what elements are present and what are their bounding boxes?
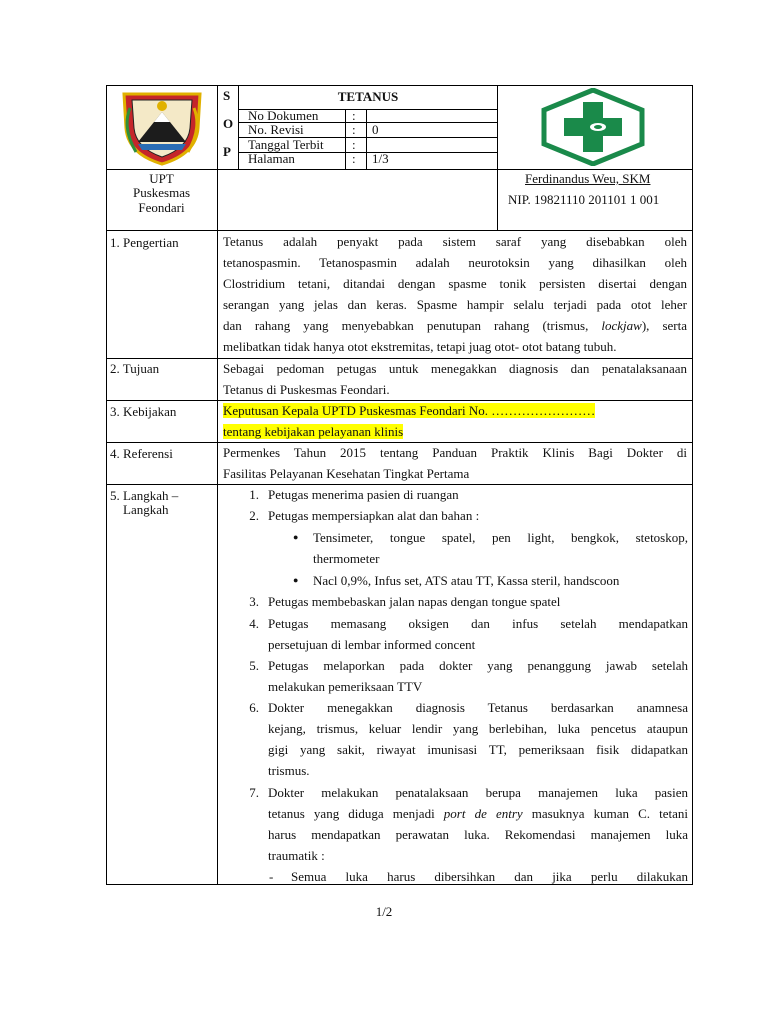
step-text xyxy=(268,655,688,697)
meta-label-halaman: Halaman xyxy=(248,151,295,166)
paragraph-line: Sebagai pedoman petugas untuk menegakkan diagnosis dan penatalaksanaan xyxy=(223,361,687,376)
dash-marker: - xyxy=(269,869,274,884)
bullet-line: thermometer xyxy=(313,551,380,566)
step-line: Petugas memasang oksigen dan infus setelah mendapatkan xyxy=(268,616,688,631)
step-line: persetujuan di lembar informed concent xyxy=(268,637,476,652)
dash-text xyxy=(291,866,688,887)
section-label-pengertian: 1. Pengertian xyxy=(110,235,179,250)
paragraph-line-text: ), serta xyxy=(641,318,688,333)
step-line: trismus. xyxy=(268,763,310,778)
page-number: 1/2 xyxy=(375,904,393,919)
bullet-text xyxy=(313,570,688,591)
kebijakan-paragraph xyxy=(223,400,687,442)
bullet-text xyxy=(313,527,688,569)
org-name-line1: UPT xyxy=(149,171,174,186)
highlighted-text: Keputusan Kepala UPTD Puskesmas Feondari No. …………………… xyxy=(223,403,596,418)
bullet-icon: ● xyxy=(293,532,299,542)
step-text xyxy=(268,782,688,866)
meta-colon: : xyxy=(352,151,356,166)
right-col-divider xyxy=(497,85,498,230)
highlighted-text: tentang kebijakan pelayanan klinis xyxy=(223,424,404,439)
org-name-line2: Puskesmas xyxy=(132,185,191,200)
tujuan-paragraph xyxy=(223,358,687,400)
dash-line: Semua luka harus dibersihkan dan jika perlu dilakukan xyxy=(291,869,688,884)
step-line-text: tetanus yang diduga menjadi xyxy=(268,806,444,821)
step-line: Petugas melaporkan pada dokter yang penanggung jawab setelah xyxy=(268,658,688,673)
paragraph-line: Permenkes Tahun 2015 tentang Panduan Praktik Klinis Bagi Dokter di xyxy=(223,445,687,460)
step-number: 1. xyxy=(249,487,259,502)
step-line: melakukan pemeriksaan TTV xyxy=(268,679,423,694)
sop-letter-s: S xyxy=(223,88,231,103)
pengertian-paragraph xyxy=(223,231,687,357)
paragraph-line-text: dan rahang yang menyebabkan penutupan rahang (trismus, xyxy=(223,318,602,333)
document-title: TETANUS xyxy=(337,89,399,104)
step-line: kejang, trismus, keluar lendir yang berlebihan, luka pencetus ataupun xyxy=(268,721,688,736)
step-line: traumatik : xyxy=(268,848,325,863)
step-line: Petugas menerima pasien di ruangan xyxy=(268,487,459,502)
section-label-tujuan: 2. Tujuan xyxy=(110,361,160,376)
bullet-icon: ● xyxy=(293,575,299,585)
paragraph-line xyxy=(223,421,687,442)
paragraph-line: Fasilitas Pelayanan Kesehatan Tingkat Pertama xyxy=(223,466,470,481)
step-number: 2. xyxy=(249,508,259,523)
section-label-kebijakan: 3. Kebijakan xyxy=(110,404,177,419)
bullet-line: Tensimeter, tongue spatel, pen light, bengkok, stetoskop, xyxy=(313,530,688,545)
sop-letter-p: P xyxy=(223,144,231,159)
section-label-referensi: 4. Referensi xyxy=(110,446,173,461)
meta-value-halaman: 1/3 xyxy=(372,151,389,166)
step-number: 3. xyxy=(249,594,259,609)
paragraph-line: Tetanus adalah penyakt pada sistem saraf yang disebabkan oleh xyxy=(223,234,687,249)
signatory-name: Ferdinandus Weu, SKM xyxy=(525,171,651,186)
table-border-right xyxy=(692,85,693,885)
table-border-top xyxy=(106,85,693,86)
step-number: 6. xyxy=(249,700,259,715)
meta-label-tanggal-terbit: Tanggal Terbit xyxy=(248,137,324,152)
meta-colon-divider-left xyxy=(345,109,346,170)
regency-coat-of-arms-icon xyxy=(116,88,208,166)
step-text xyxy=(268,591,688,612)
org-name-line3: Feondari xyxy=(138,200,185,215)
step-line: harus mendapatkan perawatan luka. Rekomendasi manajemen luka xyxy=(268,827,688,842)
step-line: Petugas mempersiapkan alat dan bahan : xyxy=(268,508,480,523)
paragraph-line: Clostridium tetani, ditandai dengan spasme tonik persisten disertai dengan xyxy=(223,276,687,291)
sop-letter-o: O xyxy=(223,116,234,131)
step-text xyxy=(268,697,688,781)
paragraph-line: serangan yang jelas dan keras. Spasme hampir selalu terjadi pada otot leher xyxy=(223,297,687,312)
header-row-divider xyxy=(106,169,693,170)
meta-colon-divider-right xyxy=(366,109,367,170)
paragraph-line: tetanospasmin. Tetanospasmin adalah neurotoksin yang dihasilkan oleh xyxy=(223,255,687,270)
step-line: Dokter melakukan penatalaksaan berupa manajemen luka pasien xyxy=(268,785,688,800)
italic-term: lockjaw xyxy=(601,318,642,333)
bullet-line: Nacl 0,9%, Infus set, ATS atau TT, Kassa steril, handscoon xyxy=(313,573,620,588)
referensi-paragraph xyxy=(223,442,687,484)
italic-term: port de entry xyxy=(443,806,523,821)
meta-colon: : xyxy=(352,137,356,152)
step-text xyxy=(268,484,688,505)
step-line-text: masuknya kuman C. tetani xyxy=(522,806,688,821)
puskesmas-green-cross-icon xyxy=(538,88,648,166)
step-line: Petugas membebaskan jalan napas dengan tongue spatel xyxy=(268,594,561,609)
step-line: gigi yang sakit, riwayat imunisasi TT, pemeriksaan fisik didapatkan xyxy=(268,742,688,757)
section-label-langkah-line2: Langkah xyxy=(123,502,169,517)
meta-label-no-dokumen: No Dokumen xyxy=(248,108,319,123)
signatory-nip: NIP. 19821110 201101 1 001 xyxy=(508,192,660,207)
step-text xyxy=(268,613,688,655)
paragraph-line xyxy=(223,315,687,336)
paragraph-line: Tetanus di Puskesmas Feondari. xyxy=(223,382,390,397)
step-line xyxy=(268,803,688,824)
meta-colon: : xyxy=(352,108,356,123)
meta-colon: : xyxy=(352,122,356,137)
paragraph-line xyxy=(223,400,687,421)
table-col-divider-main xyxy=(217,85,218,885)
meta-label-no-revisi: No. Revisi xyxy=(248,122,304,137)
meta-value-no-revisi: 0 xyxy=(372,122,379,137)
section-label-langkah-line1: 5. Langkah – xyxy=(110,488,179,503)
step-text xyxy=(268,505,688,526)
step-line: Dokter menegakkan diagnosis Tetanus berdasarkan anamnesa xyxy=(268,700,688,715)
step-number: 4. xyxy=(249,616,259,631)
langkah-steps-list xyxy=(223,484,689,884)
step-number: 5. xyxy=(249,658,259,673)
step-number: 7. xyxy=(249,785,259,800)
paragraph-line: melibatkan tidak hanya otot ekstremitas, tetapi juag otot- otot batang tubuh. xyxy=(223,339,617,354)
